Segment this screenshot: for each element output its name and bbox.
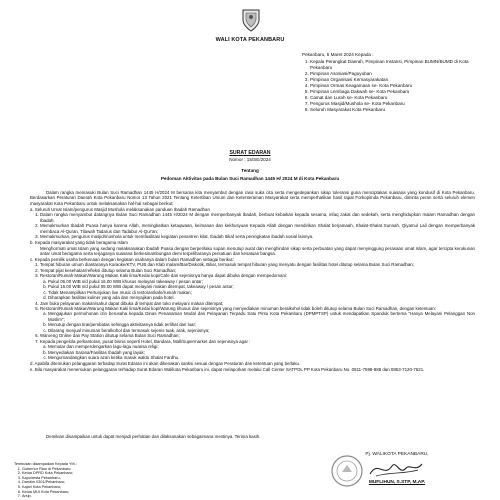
section-d-text: Apabila ditemukan pelanggaran terhadap Surat Edaran ini akan dikenakan sanksi sesuai dengan Peraturan dan ketentuan yang berlaku. [34,361,301,367]
list-item: 5. Pimpinan Lembaga Dakwah se- Kota Pekanbaru [310,89,492,95]
list-item: d. Diharapkan fasilitas kuliner yang ada dan menyajikan pada hotel. [48,295,475,300]
list-item: c. Tidak Menampilkan Pertunjukan live music di restoran/kafe/rumah makan; [48,290,475,295]
letter-title: SURAT EDARAN [229,150,271,156]
section-e-text: Bila masyarakat menemukan pelanggaran terhadap Surat Edaran Walikota Pekanbaru ini, dapat melaporkan melalui Call Center SATPOL PP Kota Pekanbaru No. 0811-7598-888 dan 0853-7120-7621. [34,367,425,372]
list-item [40,339,475,361]
section-b-paragraph: Menghormati umat Islam yang sedang melaksanakan Ibadah Puasa dengan berperilaku sopan menutup aurat dan menghindari sikap serta perbuatan yang dapat menyinggung perasaan umat Islam, agar tercipta kerukunan antar umat beragama serta terjaganya suasana berkesinambungan demi terpeliharanya persatuan dan kesatuan bangsa. [40,245,475,256]
closing-paragraph: Demikian disampaikan untuk dapat menjadi perhatian dan dilaksanakan sebagaimana mestinya. Terima kasih. [46,434,261,439]
list-item: 3. Memakmurkan, pengurus masjid/mushola untuk memfasilitasi kegiatan pesantren kilat, Ibadah Itikaf serta peningkatan ibadah sosial lainnya. [40,234,475,239]
copies-list [14,467,194,499]
signatory-role: Pj. WALIKOTA PEKANBARU, [365,452,429,457]
list-item: c. Mengumandangkan suara azan ketika masuk waktu Shalat Fardhu. [48,355,475,360]
section-b-heading: b. Kepada masyarakat yang tidak beragama Islam [30,240,128,246]
list-item: 3. Pimpinan Organisasi Kemasyarakatan [310,77,492,83]
list-item: 2. Ketua DPRD Kota Pekanbaru; [22,471,194,476]
list-item: 5. Kajari Kota Pekanbaru; [22,485,194,490]
copies-label: Tembusan disampaikan Kepada Yth.: [14,462,77,466]
section-c5-list [40,311,475,333]
addressee-block [302,52,492,113]
section-a-list [30,212,475,239]
stamp-area [312,458,482,480]
section-a-text: Seluruh Umat Islam/pengurus Masjid Mushola melaksanakan panduan Ibadah Ramadhan [34,206,210,212]
signatory-name: MUFLIHUN, S.STP, M.AP. [368,480,426,485]
section-c-list [30,262,475,360]
letter-number: Nomor : 15/SE/2024 [229,157,271,162]
section-c7-list [40,344,475,360]
list-item: 4. Jam buka pelayanan makan/sahur dapat dibuka di tempat dan toko melayani makan ditempat; [40,301,475,306]
handwritten-signature-icon [366,456,426,482]
list-item: 1. Gubernur Riau di Pekanbaru; [22,467,194,472]
list-item-text: Restoran/Rumah Makan/Warung Makan Kaki lima/Kedai kopi/Cafe dan sejenisnya hanya dapat dibuka dengan mempedomani: [40,273,288,279]
letter-subject: Pedoman Aktivitas pada Bulan Suci Ramadhan 1445 H/ 2024 M di Kota Pekanbaru [160,176,340,181]
list-item: b. Menutup dengan tirai/pembatas sehingga aktivitasnya tidak terlihat dari luar; [48,322,475,327]
list-item: b. Pukul 16.00 WIB s/d pukul 05.00 WIB dapat melayani makan ditempat, takeaway / pesan antar; [48,284,475,289]
list-item: 2. Tempat pijat kesehatan/refleksi ditutup selama Bulan Suci Ramadhan; [40,268,475,273]
copies-block [14,462,194,499]
list-item: c. Dilarang menjual minuman beralkohol dan termasuk sejenis tuak, arak, sejenisnya; [48,328,475,333]
section-e-paragraph: e. Bila masyarakat menemukan pelanggaran terhadap Surat Edaran Walikota Pekanbaru ini, dapat melaporkan melalui Call Center SATPOL PP Kota Pekanbaru No. 0811-7598-888 dan 0853-7120-7621. [30,367,425,372]
intro-paragraph: Dalam rangka memasuki Bulan Suci Ramadhan 1445 H/2024 M bersama kita menyambut dengan rasa suka cita serta mengedepankan sikap toleransi guna menciptakan suasana yang kondusif di Kota Pekanbaru. Berdasarkan Peraturan Daerah Kota Pekanbaru Nomor 13 Tahun 2021 Tentang Ketertiban Umum dan Ketenteraman Masyarakat serta memperhatikan hasil rapat Forkopimda Pekanbaru, diminta peran serta seluruh elemen masyarakat Kota Pekanbaru untuk melaksanakan hal-hal sebagai berikut: [30,190,475,206]
list-item: 6. Camat dan Lurah se- Kota Pekanbaru [310,95,492,101]
list-item: 1. Tempat hiburan umum diantaranya Karaoke/KTV, PUB dan Klab malam/Bar/Diskotik, Biliar, termasuk tempat hiburan yang menyatu dengan fasilitas hotel ditutup selama Bulan Suci Ramadhan; [40,262,475,267]
list-item [40,273,475,300]
list-item: 3. Kapolresta Pekanbaru; [22,476,194,481]
recipient-list [302,59,492,113]
city-emblem-icon [241,8,261,32]
list-item: 7. Pengurus Masjid/Mushola se- Kota Pekanbaru [310,101,492,107]
list-item-text: Kepada pengelola perkantoran, pusat bisnis seperti Hotel, Bandara, Mall/Supermarket dan sejenisnya agar : [40,338,251,344]
section-c-heading: c. Kepada pemilik usaha berkenaan dengan kegiatan usahanya dalam bulan Ramadhan sebagai berikut: [30,256,234,262]
list-item: 2. Memakmurkan Ibadah Puasa hanya karena Allah, meningkatkan ketaqwaan, keimanan dan kekhusyuan Kepada Allah dengan mendirikan Shalat berjamaah, Shalat-Shalat Sunnah, Qiyamul Lail dengan memperbanyak membaca Al-Quran, Tilawah Tadarus dan Tadabur Al-Qur'an; [40,223,475,234]
list-item: a. Pukul 06.00 WIB s/d pukul 16.00 WIB khusus melayani takeaway / pesan antar; [48,279,475,284]
section-d-paragraph: d. Apabila ditemukan pelanggaran terhadap Surat Edaran ini akan dikenakan sanksi sesuai dengan Peraturan dan ketentuan yang berlaku. [30,361,301,367]
list-item: 4. Pimpinan Ormas Keagamaan se- Kota Pekanbaru [310,83,492,89]
list-item: 4. Dandim 0301/Pekanbaru; [22,480,194,485]
list-item: 1. Kepala Perangkat Daerah, Pimpinan Instansi, Pimpinan BUMN/BUMD di Kota Pekanbaru [310,59,492,71]
section-c-text: Kepada pemilik usaha berkenaan dengan kegiatan usahanya dalam bulan Ramadhan sebagai berikut: [34,256,234,262]
office-heading: WALI KOTA PEKANBARU [215,37,285,43]
list-item: b. Menyediakan Sarana/Fasilitas Ibadah yang layak; [48,350,475,355]
signature-block [312,452,482,486]
list-item-text: Restoran/Rumah Makan/Warung Makan Kaki lima/Kedai kopi/Warung khusus dan sejenisnya yang menyediakan minuman beralkohol tidak boleh ditutup selama Bulan Suci Ramadhan, dengan ketentuan: [40,306,437,312]
section-b-text: Kepada masyarakat yang tidak beragama Islam [34,240,128,246]
letter-body [30,190,475,372]
list-item: 6. Ketua MUI Kota Pekanbaru; [22,490,194,495]
date-line: Pekanbaru, 5 Maret 2024 Kepada : [302,52,374,57]
list-item: a. Memutar dan memperdengarkan lagu-lagu nuansa religi; [48,344,475,349]
list-item: 6. Waroeng Online dan Pay Station ditutup selama Bulan Suci Ramadhan; [40,333,475,338]
official-stamp-icon [330,454,364,488]
section-c3-list [40,279,475,301]
section-a-heading: a. Seluruh Umat Islam/pengurus Masjid Mushola melaksanakan panduan Ibadah Ramadhan [30,206,210,212]
list-item [40,306,475,333]
list-item: 2. Pimpinan Asosiasi/Paguyuban [310,71,492,77]
list-item: a. Mengajukan permohonan izin berusaha kepada Dinas Penanaman Modal dan Pelayanan Terpadu Satu Pintu Kota Pekanbaru (DPMPTSP) untuk mendapatkan Spanduk bertema "Hanya Melayani Pelanggan Non Muslim"; [48,311,475,322]
list-item: 7. Arsip. [22,494,194,499]
about-label: Tentang [241,168,259,173]
list-item: 8. Seluruh Masyarakat Kota Pekanbaru [310,107,492,113]
list-item: 1. Dalam rangka menyambut datangnya Bulan Suci Ramadhan 1445 H/2024 M dengan memperbanyak Ibadah, berbuat kebaikan kepada sesama, infaq zakat dan sedekah, serta menghidupkan malam Ramadhan dengan Ibadah. [40,212,475,223]
